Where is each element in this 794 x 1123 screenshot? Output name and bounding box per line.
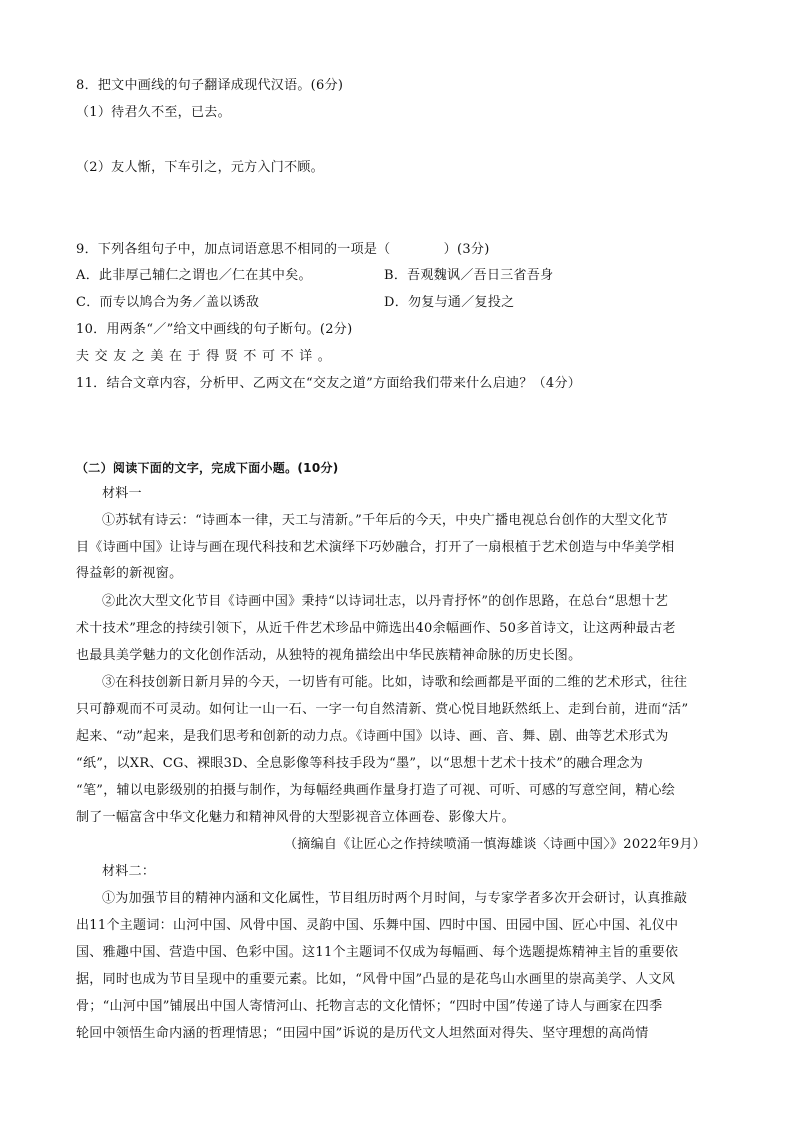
q9-option-a: A．此非厚己辅仁之谓也／仁在其中矣。	[76, 268, 312, 283]
q8-stem: 8．把文中画线的句子翻译成现代汉语。(6分)	[76, 78, 344, 93]
m1-p2-line: ②此次大型文化节目《诗画中国》秉持“以诗词壮志，以丹青抒怀”的创作思路，在总台“思想十艺	[102, 594, 669, 609]
q8-sentence-1: （1）待君久不至，已去。	[76, 105, 231, 120]
q9-option-b: B．吾观魏讽／吾日三省吾身	[384, 268, 554, 283]
m1-p3-line: 只可静观而不可灵动。如何让一山一石、一字一句自然清新、赏心悦目地跃然纸上、走到台前，进而“活”	[76, 702, 689, 717]
m2-p1-line: 据，同时也成为节目呈现中的重要元素。比如，“风骨中国”凸显的是花鸟山水画里的崇高美学、人文风	[76, 972, 676, 987]
material2-title: 材料二：	[102, 864, 156, 879]
m1-p3-line: 起来、“动”起来，是我们思考和创新的动力点。《诗画中国》以诗、画、音、舞、剧、曲等艺术形式为	[76, 729, 669, 744]
material1-title: 材料一	[102, 486, 142, 501]
m2-p1-line: 出11个主题词：山河中国、风骨中国、灵韵中国、乐舞中国、四时中国、田园中国、匠心中国、礼仪中	[76, 918, 679, 933]
q11-stem: 11．结合文章内容，分析甲、乙两文在“交友之道”方面给我们带来什么启迪？（4分）	[76, 376, 582, 391]
m1-p3-line: 制了一幅富含中华文化魅力和精神风骨的大型影视音立体画卷、影像大片。	[76, 810, 515, 825]
section2-heading: （二）阅读下面的文字，完成下面小题。(10分)	[76, 461, 339, 475]
q8-sentence-2: （2）友人惭，下车引之，元方入门不顾。	[76, 160, 324, 175]
m1-p3-line: “笔”，辅以电影级别的拍摄与制作，为每幅经典画作量身打造了可视、可听、可感的写意空间，精心绘	[76, 783, 676, 798]
m2-p1-line: 轮回中领悟生命内涵的哲理情思；“田园中国”诉说的是历代文人坦然面对得失、坚守理想的高尚情	[76, 1026, 649, 1041]
m1-p1-line: 得益彰的新视窗。	[76, 566, 183, 581]
q9-option-d: D．勿复与通／复投之	[384, 295, 515, 310]
m1-p1-line: 目《诗画中国》让诗与画在现代科技和艺术演绎下巧妙融合，打开了一扇根植于艺术创造与中华美学相	[76, 540, 675, 555]
q10-sentence: 夫交友之美在于得贤不可不详。	[76, 349, 337, 364]
m1-p3-line: ③在科技创新日新月异的今天，一切皆有可能。比如，诗歌和绘画都是平面的二维的艺术形式，往往	[102, 675, 688, 690]
m1-p1-line: ①苏轼有诗云：“诗画本一律，天工与清新。”千年后的今天，中央广播电视总台创作的大型文化节	[102, 513, 668, 528]
q9-stem: 9．下列各组句子中，加点词语意思不相同的一项是（ ）(3分)	[76, 242, 490, 257]
q10-stem: 10．用两条“／”给文中画线的句子断句。(2分)	[76, 322, 353, 337]
m2-p1-line: ①为加强节目的精神内涵和文化属性，节目组历时两个月时间，与专家学者多次开会研讨，认真推敲	[102, 891, 688, 906]
m2-p1-line: 骨；“山河中国”铺展出中国人寄情河山、托物言志的文化情怀；“四时中国”传递了诗人与画家在四季	[76, 999, 663, 1014]
m1-p2-line: 术十技术”理念的持续引领下，从近千件艺术珍品中筛选出40余幅画作、50多首诗文，让这两种最古老	[76, 621, 676, 636]
m2-p1-line: 国、雅趣中国、营造中国、色彩中国。这11个主题词不仅成为每幅画、每个选题提炼精神主旨的重要依	[76, 945, 679, 960]
material1-source: （摘编自《让匠心之作持续喷涌一慎海雄谈〈诗画中国〉》2022年9月）	[284, 837, 707, 852]
q9-option-c: C．而专以鸠合为务／盖以诱敌	[76, 295, 260, 310]
m1-p2-line: 也最具美学魅力的文化创作活动，从独特的视角描绘出中华民族精神命脉的历史长图。	[76, 648, 582, 663]
m1-p3-line: “纸”，以XR、CG、裸眼3D、全息影像等科技手段为“墨”，以“思想十艺术十技术”的融合理念为	[76, 756, 644, 771]
